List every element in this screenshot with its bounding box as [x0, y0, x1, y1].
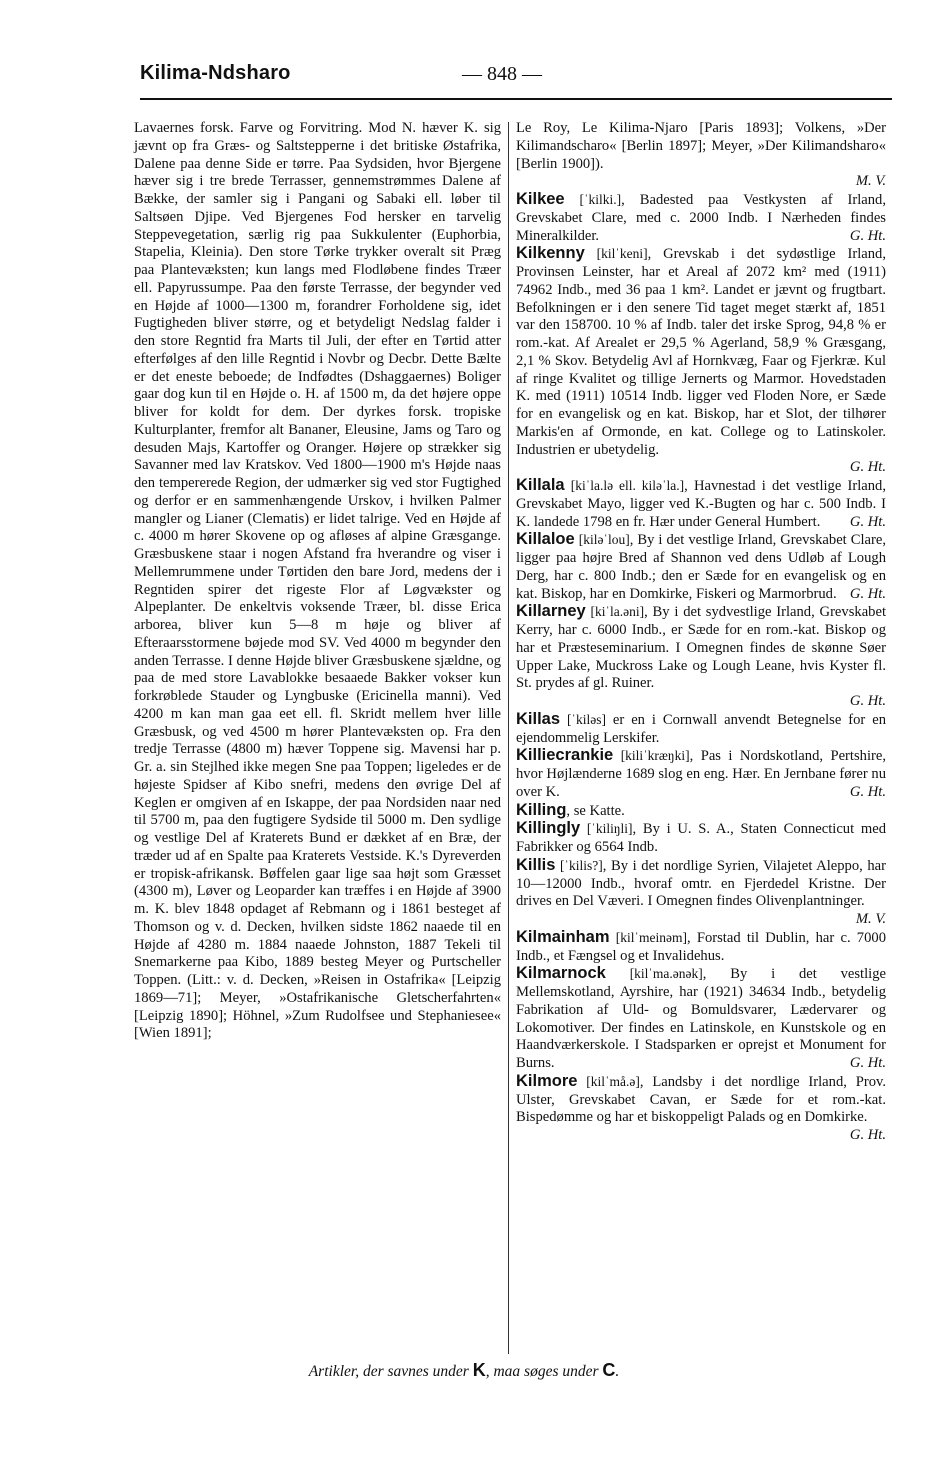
- entry-text: , Havnestad i det vestlige Irland, Grevskabet Mayo, ligger ved K.-Bugten og har c. 500 Indb. I K. landede 1798 en fr. Hær under General Humbert.: [516, 478, 886, 530]
- headword: Killis: [516, 855, 556, 874]
- entry-killarney: [516, 603, 886, 693]
- page-number: — 848 —: [462, 63, 542, 85]
- entry-killas: [516, 711, 886, 748]
- headword: Kilkee: [516, 190, 565, 208]
- entry-killingly: [516, 820, 886, 857]
- column-divider: [508, 122, 509, 1354]
- pronunciation: [kiˈla.lə ell. kiləˈla.]: [570, 478, 685, 493]
- entry-kilmore: [516, 1071, 886, 1143]
- entry-text: , By i U. S. A., Staten Connecticut med Fabrikker og 6564 Indb.: [516, 821, 886, 855]
- author-signature: G. Ht.: [849, 1055, 886, 1071]
- entry-text: , By i det vestlige Irland, Grevskabet Clare, ligger paa højre Bred af Shannon ved dens Udløb af Lough Derg, har c. 800 Indb.; den er Sæde for en evangelisk og en kat. Biskop, har en Domkirke, Fiskeri og Marmorbrud.: [516, 532, 886, 602]
- headword: Kilmainham: [516, 927, 610, 946]
- author-signature: G. Ht.: [849, 693, 886, 709]
- page-header: [140, 62, 890, 102]
- right-column: [516, 120, 886, 1145]
- author-signature: G. Ht.: [849, 585, 886, 602]
- entry-text: er en i Cornwall anvendt Betegnelse for en ejendommelig Lerskifer.: [516, 711, 886, 746]
- pronunciation: [kiləˈlou]: [578, 532, 630, 548]
- kilima-ndsharo-literature-continuation: [516, 120, 886, 173]
- entry-kilmarnock: [516, 965, 886, 1073]
- running-head: Kilima-Ndsharo: [140, 62, 291, 84]
- entry-killis: [516, 857, 886, 911]
- entry-text: , Forstad til Dublin, har c. 7000 Indb., et Fængsel og et Invalidehus.: [516, 929, 886, 964]
- headword: Kilmarnock: [516, 964, 606, 983]
- entry-text: , Grevskab i det sydøstlige Irland, Provinsen Leinster, har et Areal af 2072 km² med (1911) 74962 Indb., med 36 paa 1 km². Landet er jævnt og frugtbart. Befolkningen er i den senere Tid taget meget stærkt af, 1851 var den 158700. 10 % af Indb. taler det irske Sprog, 94,8 % er rom.-kat. Af Arealet er 29,5 % Agerland, 58,9 % Græsgang, 2,1 % Skov. Betydelig Avl af Hornkvæg, Faar og Fjerkræ. Kul af ringe Kvalitet og tillige Jernerts og Marmor. Hovedstaden K. med (1911) 10514 Indb. ligger ved Floden Nore, er Sæde for en evangelisk og en kat. Biskop, har et Slot, der tilhører Markis'en af Ormonde, en kat. College og to Latinskoler. Industrien er ubetydelig.: [516, 246, 886, 458]
- entry-kilmainham: [516, 929, 886, 966]
- pronunciation: [kiliˈkræŋki]: [620, 748, 690, 764]
- pronunciation: [ˈkilis?]: [560, 857, 603, 873]
- header-rule: [140, 98, 892, 100]
- author-signature: G. Ht.: [849, 1127, 886, 1143]
- headword: Killarney: [516, 602, 586, 621]
- author-signature: G. Ht.: [849, 459, 886, 476]
- kilima-ndsharo-article-body: Lavaernes forsk. Farve og Forvitring. Mod N. hæver K. sig jævnt op fra Græs- og Saltstepperne i det britiske Østafrika, Dalene paa denne Side er tørre. Paa Sydsiden, hvor Bjergene hæver sig i tre brede Terrasser, gennemstrømmes Dalene af Bække, der samler sig i Pangani og Sabaki ell. løber til Saltsøen Djipe. Ved Bjergenes Fod hersker en tarvelig Steppevegetation, særlig rig paa Sukkulenter (Euphorbia, Stapelia, Kleinia). Den store Tørke trykker overalt sit Præg paa Plantevæksten; kun langs med Flodløbene findes Træer ell. Papyrussumpe. Paa den første Terrasse, der begynder ved en Højde af 1000—1300 m, forandrer Forholdene sig, idet Fugtigheden bliver større, og et betydeligt Nedslag falder i den store Regntid fra Marts til Juli, der efter en Tørtid atter efterfølges af den lille Regntid i Novbr og Decbr. Dette Bælte er det eneste beboede; de Indfødtes (Dshaggaernes) Boliger gaar dog kun til en Højde o. H. af 1500 m, da det højere oppe bliver for koldt for dem. Der dyrkes forsk. tropiske Kulturplanter, fremfor alt Bananer, Eleusine, Jams og Taro og desuden Majs, Kartoffer og Oranger. Højere op strækker sig Savanner med lav Kratskov. Ved 1800—1900 m's Højde naas den tempererede Region, der udmærker sig ved stor Fugtighed og derfor er en sammenhængende Urskov, i hvilken Palmer mangler og Lianer (Clematis) er lidet talrige. Ved en Højde af c. 4000 m hører Skovene op og afløses af alpine Græsgange. Græsbuskene staar i nogen Afstand fra hverandre og viser i Mellemrummene under Tørtiden den bare Jord, medens der i Regntiden spirer det rigeste Flor af Løgvækster og Alpeplanter. De enkeltvis voksende Træer, bl. disse Erica arborea, bliver kun 5—8 m høje og bliver af Efteraarsstormene bøjede mod SV. Ved 4000 m begynder den anden Terrasse. I denne Højde bliver Græsbuskene sjældne, og paa de med store Lavablokke besaaede Bakker vokser kun forkrøblede Stauder og Lyngbuske (Ericinella manni). Ved 4200 m kan man gaa eet ell. fl. Skridt mellem hver lille Græsbusk, og ved 4500 m hører Plantevæksten op. Fra den tredje Terrasse (4800 m) hæver Toppene sig. Mavensi har p. Gr. a. sin Stejlhed ikke megen Sne paa Toppen; ligeledes er de højeste Spidser af Kibo snefri, medens den øvrige Del af Keglen er omgiven af en Iskappe, der paa Nordsiden naar ned til 5700 m, paa den fugtigere Sydside til 5000 m. Den sydlige og vestlige Del af Kraterets Bund er dækket af en Bræ, der træder ud af en Spalte paa Kraterets Vestside. K.'s Dyreverden er tropisk-afrikansk. Bøffelen gaar lige saa højt som Græsset (4300 m), Løver og Leoparder kan træffes i en Højde af 3900 m. K. blev 1848 opdaget af Rebmann og i 1861 besteget af Thomson og v. d. Decken, hvilken sidste 1862 naaede til en Højde af 4280 m. 1884 naaede Johnston, 1887 Tekeli til Snemarkerne paa Kibo, 1889 besteg Meyer og Purtscheller Toppen. (Litt.: v. d. Decken, »Reisen in Ostafrika« [Leipzig 1869—71]; Meyer, »Ostafrikanische Gletscherfahrten« [Leipzig 1890]; Höhnel, »Zum Rudolfsee und Stephaniesee« [Wien 1891];: [134, 120, 501, 1042]
- entry-text: , Pas i Nordskotland, Pertshire, hvor Højlænderne 1689 slog en eng. Hær. En Jernbane fører nu over K.: [516, 748, 886, 800]
- footer-suffix: .: [615, 1363, 620, 1380]
- headword: Kilkenny: [516, 244, 585, 263]
- author-signature: G. Ht.: [849, 513, 886, 530]
- entry-killiecrankie: [516, 747, 886, 801]
- entry-text: , se Katte.: [566, 802, 625, 819]
- headword: Killiecrankie: [516, 746, 614, 765]
- headword: Killala: [516, 476, 565, 494]
- left-column: [134, 120, 501, 1043]
- entry-text: , By i det nordlige Syrien, Vilajetet Aleppo, har 10—12000 Indb., hvoraf omtr. en Fjerdedel Kristne. Der drives en Del Væveri. I Omegnen findes Olivenplantninger.: [516, 857, 886, 910]
- headword: Killingly: [516, 819, 581, 838]
- pronunciation: [kiˈla.əni]: [590, 604, 645, 620]
- headword: Killing: [516, 800, 567, 819]
- entry-killaloe: [516, 531, 886, 603]
- pronunciation: [ˈkiləs]: [566, 711, 606, 727]
- entry-kilkee: [516, 191, 886, 245]
- entry-killala: [516, 477, 886, 531]
- pronunciation: [kilˈkeni]: [596, 246, 648, 262]
- pronunciation: [kilˈmeinəm]: [615, 929, 687, 945]
- footer-letter-k: K: [472, 1360, 486, 1380]
- entry-text: , By i det vestlige Mellemskotland, Ayrshire, har (1921) 34634 Indb., betydelig Fabrikation af Uld- og Bomuldsvarer, Lædervarer og Lokomotiver. Der findes en Latinskole, en Kunstskole og en Haandværkerskole. I Stadsparken er oprejst et Monument for Burns.: [516, 966, 886, 1071]
- author-signature: G. Ht.: [849, 783, 886, 800]
- author-signature: G. Ht.: [849, 227, 886, 244]
- entry-text: , Badested paa Vestkysten af Irland, Grevskabet Clare, med c. 2000 Indb. I Nærheden findes Mineralkilder.: [516, 192, 886, 244]
- entry-kilkenny: [516, 245, 886, 459]
- entry-text: , By i det sydvestlige Irland, Grevskabet Kerry, har c. 6000 Indb., er Sæde for en rom.-kat. Biskop og har et Præsteseminarium. I Omegnen findes de skønne Søer Upper Lake, Muckross Lake og Lough Leane, hvis Kyster fl. St. prydes af gl. Ruiner.: [516, 604, 886, 692]
- headword: Killas: [516, 709, 561, 728]
- author-signature: M. V.: [855, 911, 886, 927]
- pronunciation: [kilˈmå.ə]: [586, 1073, 640, 1089]
- entry-killing: [516, 802, 886, 821]
- entry-text: , Landsby i det nordlige Irland, Prov. Ulster, Grevskabet Cavan, er Sæde for et rom.-kat. Bispedømme og har et biskoppeligt Palads og en Domkirke.: [516, 1073, 886, 1126]
- headword: Kilmore: [516, 1071, 578, 1090]
- continuation-text: Le Roy, Le Kilima-Njaro [Paris 1893]; Volkens, »Der Kilimandscharo« [Berlin 1897]; Meyer, »Der Kilimandsharo« [Berlin 1900]).: [516, 120, 886, 172]
- pronunciation: [ˈkilki.]: [579, 192, 622, 207]
- pronunciation: [kilˈma.ənək]: [629, 966, 703, 982]
- footer-note: [0, 1360, 928, 1381]
- pronunciation: [ˈkiliŋli]: [586, 821, 633, 837]
- footer-middle: , maa søges under: [485, 1363, 603, 1380]
- footer-letter-c: C: [602, 1360, 616, 1380]
- footer-prefix: Artikler, der savnes under: [308, 1363, 473, 1380]
- continuation-signature: M. V.: [855, 173, 886, 190]
- headword: Killaloe: [516, 530, 575, 549]
